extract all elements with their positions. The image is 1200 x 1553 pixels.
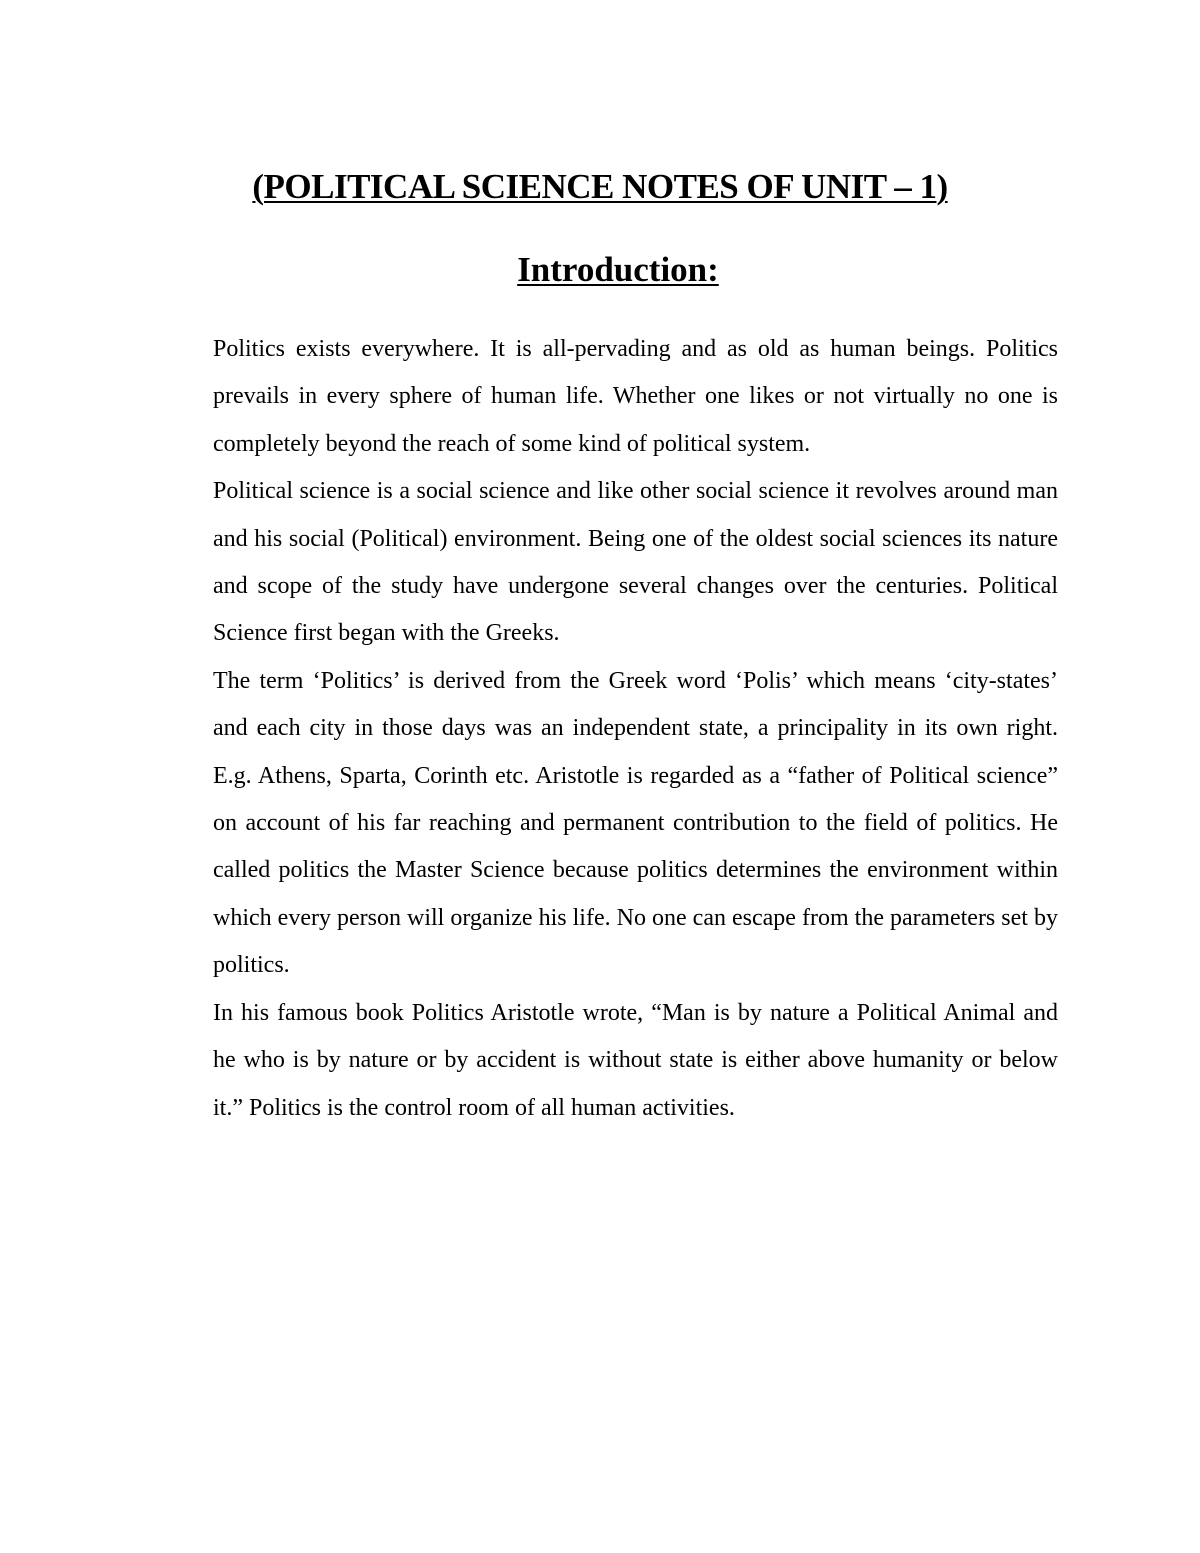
body-text xyxy=(213,326,1058,1132)
paragraph: Politics exists everywhere. It is all-pervading and as old as human beings. Politics prevails in every sphere of human life. Whether one likes or not virtually no one is completely beyond the reach of some kind of political system. xyxy=(213,336,1058,457)
document-title: (POLITICAL SCIENCE NOTES OF UNIT – 1) xyxy=(252,167,948,206)
paragraph: In his famous book Politics Aristotle wrote, “Man is by nature a Political Animal and he who is by nature or by accident is without state is either above humanity or below it.” Politics is the control room of all human activities. xyxy=(213,999,1058,1121)
section-heading-introduction: Introduction: xyxy=(517,250,719,289)
paragraph: Political science is a social science and like other social science it revolves around man and his social (Political) environment. Being one of the oldest social sciences its nature and scope of the study have undergone several changes over the centuries. Political Science first began with the Greeks. xyxy=(213,478,1058,647)
paragraph: The term ‘Politics’ is derived from the Greek word ‘Polis’ which means ‘city-states’ and each city in those days was an independent state, a principality in its own right. E.g. Athens, Sparta, Corinth etc. Aristotle is regarded as a “father of Political science” on account of his far reaching and permanent contribution to the field of politics. He called politics the Master Science because politics determines the environment within which every person will organize his life. No one can escape from the parameters set by politics. xyxy=(213,667,1058,979)
